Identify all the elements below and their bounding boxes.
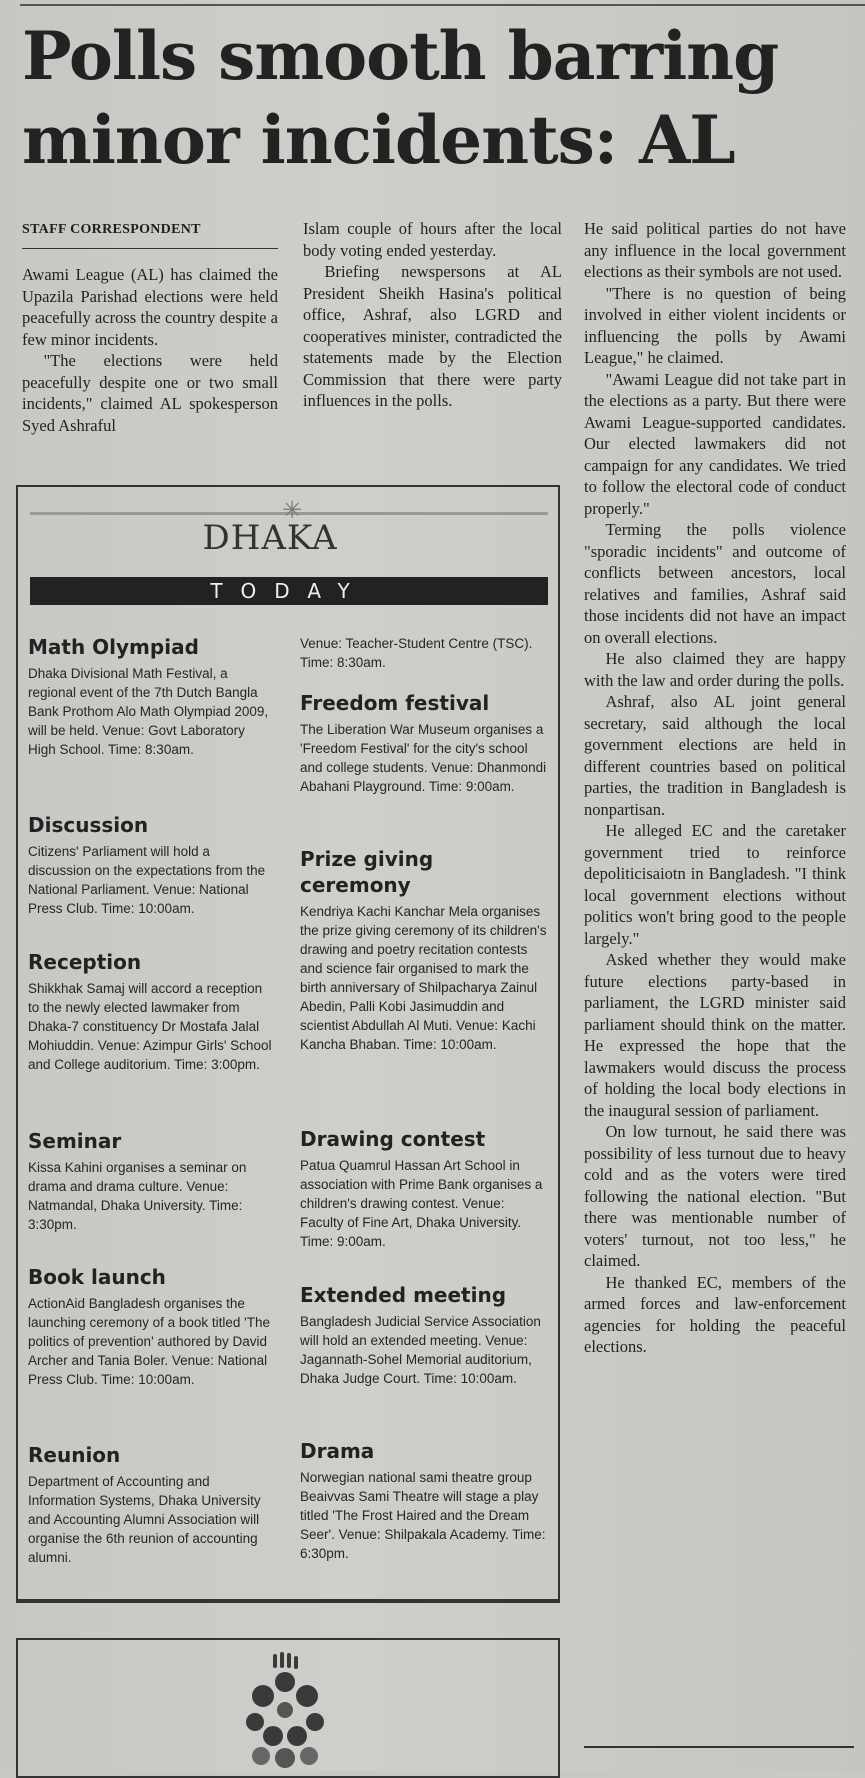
- event-title: Seminar: [28, 1129, 122, 1153]
- event-text: Patua Quamrul Hassan Art School in association with Prime Bank organises a children's drawing contest. Venue: Faculty of Fine Art, Dhaka University. Time: 9:00am.: [300, 1158, 543, 1249]
- event-discussion: [28, 812, 276, 918]
- event-reception: [28, 949, 276, 1074]
- event-drawing-contest: [300, 1126, 548, 1251]
- article-column-2: [303, 218, 562, 412]
- event-reunion: [28, 1442, 276, 1567]
- event-prize-giving: [300, 846, 548, 1054]
- paragraph: "There is no question of being involved in either violent incidents or influencing the polls by Awami League," he claimed.: [584, 283, 846, 367]
- event-title: Extended meeting: [300, 1283, 507, 1307]
- event-title: Drawing contest: [300, 1127, 486, 1151]
- event-text: Dhaka Divisional Math Festival, a regional event of the 7th Dutch Bangla Bank Prothom Alo Math Olympiad 2009, will be held. Venue: Govt Laboratory High School. Time: 8:30am.: [28, 666, 269, 757]
- event-title: Math Olympiad: [28, 635, 199, 659]
- dhaka-title-text: DHAKA: [202, 518, 338, 558]
- event-title: Reception: [28, 950, 142, 974]
- event-text: Kissa Kahini organises a seminar on drama and drama culture. Venue: Natmandal, Dhaka University. Time: 3:30pm.: [28, 1160, 247, 1232]
- top-rule: [20, 4, 865, 6]
- event-text: ActionAid Bangladesh organises the launching ceremony of a book titled 'The politics of prevention' authored by David Archer and Tania Boler. Venue: National Press Club. Time: 10:00am.: [28, 1296, 270, 1387]
- event-text: Kendriya Kachi Kanchar Mela organises the prize giving ceremony of its children's drawing and poetry recitation contests and science fair organised to mark the birth anniversary of Shilpacharya Zainul Abedin, Palli Kobi Jasimuddin and scientist Abdullah Al Muti. Venue: Kachi Kancha Bhaban. Time: 10:00am.: [300, 904, 547, 1052]
- paragraph: He also claimed they are happy with the law and order during the polls.: [584, 649, 846, 690]
- paragraph: Asked whether they would make future elections party-based in parliament, the LGRD minister said parliament should think on the matter. He expressed the hope that the lawmakers would discuss the process of holding the local body elections in the inaugural session of parliament.: [584, 950, 846, 1120]
- byline: STAFF CORRESPONDENT: [22, 222, 278, 249]
- paragraph: Ashraf, also AL joint general secretary, said although the local government elections are held in different countries based on political parties, the tradition in Bangladesh is nonpartisan.: [584, 692, 846, 819]
- paragraph: He said political parties do not have any influence in the local government elections as their symbols are not used.: [584, 219, 846, 281]
- event-text: Norwegian national sami theatre group Beaivvas Sami Theatre will stage a play titled 'The Frost Haired and the Dream Seer'. Venue: Shilpakala Academy. Time: 6:30pm.: [300, 1470, 546, 1561]
- event-book-launch: [28, 1264, 276, 1389]
- event-title: Freedom festival: [300, 691, 490, 715]
- event-continuation: [300, 634, 548, 672]
- event-math-olympiad: [28, 634, 276, 759]
- paragraph: Terming the polls violence "sporadic incidents" and outcome of conflicts between ancestors, local relatives and families, Ashraf said those incidents did not have an impact on overall elections.: [584, 520, 846, 647]
- event-text: Department of Accounting and Information Systems, Dhaka University and Accounting Alumni Association will organise the 6th reunion of accounting alumni.: [28, 1474, 261, 1565]
- paragraph: Awami League (AL) has claimed the Upazila Parishad elections were held peacefully across the country despite a few minor incidents.: [22, 265, 278, 349]
- box-bottom-rule: [16, 1599, 560, 1603]
- event-title: Reunion: [28, 1443, 121, 1467]
- today-banner: TODAY: [30, 577, 548, 605]
- event-text: The Liberation War Museum organises a 'Freedom Festival' for the city's school and college students. Venue: Dhanmondi Abahani Playground. Time: 9:00am.: [300, 722, 547, 794]
- event-seminar: [28, 1128, 276, 1234]
- event-text: Venue: Teacher-Student Centre (TSC). Time: 8:30am.: [300, 636, 533, 670]
- sunburst-icon: ✳: [282, 496, 303, 524]
- event-title: Prize giving ceremony: [300, 847, 434, 897]
- article-column-3: [584, 218, 846, 1358]
- event-title: Drama: [300, 1439, 375, 1463]
- hand-logo-icon: [225, 1650, 345, 1770]
- event-title: Discussion: [28, 813, 149, 837]
- event-freedom-festival: [300, 690, 548, 796]
- event-text: Bangladesh Judicial Service Association will hold an extended meeting. Venue: Jagannath-Sohel Memorial auditorium, Dhaka Judge Court. Time: 10:00am.: [300, 1314, 541, 1386]
- paragraph: On low turnout, he said there was possibility of less turnout due to heavy cold and as the voters were tired following the national election. "But there was mentionable number of voters' turnout, not too less," he claimed.: [584, 1122, 846, 1270]
- event-title: Book launch: [28, 1265, 166, 1289]
- paragraph: "Awami League did not take part in the elections as a party. But there were Awami League-supported candidates. Our elected lawmakers did not campaign for any candidates. We tried to follow the electoral code of conduct properly.": [584, 369, 846, 518]
- event-text: Shikkhak Samaj will accord a reception to the newly elected lawmaker from Dhaka-7 constituency Dr Mostafa Jalal Mohiuddin. Venue: Azimpur Girls' School and College auditorium. Time: 3:00pm.: [28, 981, 272, 1072]
- paragraph: Briefing newspersons at AL President Sheikh Hasina's political office, Ashraf, also LGRD and cooperatives minister, contradicted the statements made by the Election Commission that there were party influences in the polls.: [303, 262, 562, 410]
- article-column-1: [22, 264, 278, 436]
- column-bottom-rule: [584, 1746, 854, 1748]
- event-drama: [300, 1438, 548, 1563]
- paragraph: He thanked EC, members of the armed forces and law-enforcement agencies for holding the peaceful elections.: [584, 1272, 846, 1356]
- paragraph: He alleged EC and the caretaker government tried to reinforce depoliticisaiotn in Bangladesh. "I think local government elections without politics won't bring good to the people largely.": [584, 821, 846, 948]
- paragraph: Islam couple of hours after the local body voting ended yesterday.: [303, 219, 562, 260]
- event-text: Citizens' Parliament will hold a discussion on the expectations from the National Parliament. Venue: National Press Club. Time: 10:00am.: [28, 844, 266, 916]
- paragraph: "The elections were held peacefully despite one or two small incidents," claimed AL spokesperson Syed Ashraful: [22, 351, 278, 435]
- dhaka-title: [0, 518, 540, 558]
- event-extended-meeting: [300, 1282, 548, 1388]
- headline: Polls smooth barring minor incidents: AL: [22, 17, 779, 179]
